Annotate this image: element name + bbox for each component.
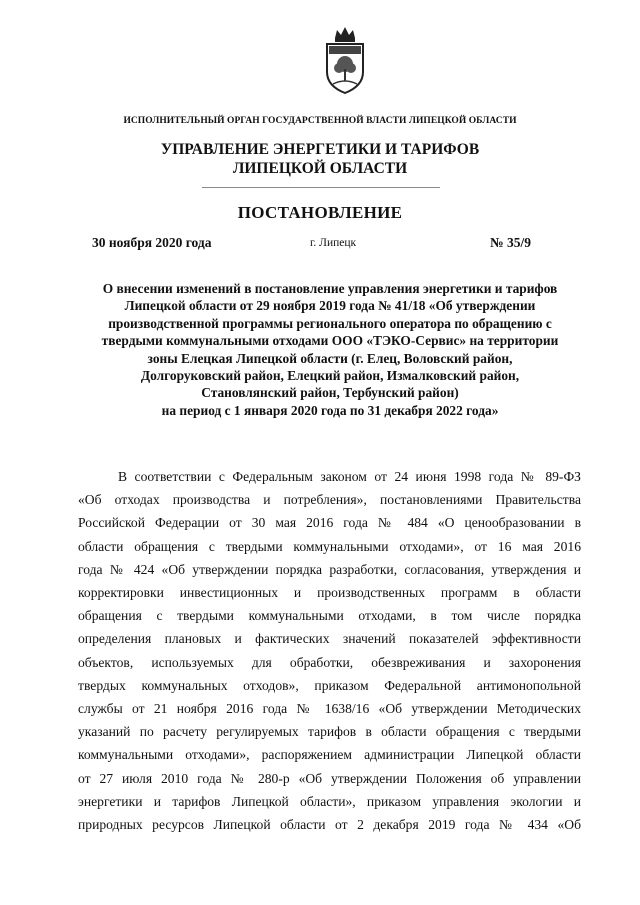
subject-line: Липецкой области от 29 ноября 2019 года № 41/18 «Об утверждении: [124, 298, 536, 314]
subject-line: Становлянский район, Тербунский район): [201, 385, 459, 401]
document-date: 30 ноября 2020 года: [92, 235, 212, 250]
authority-name: ИСПОЛНИТЕЛЬНЫЙ ОРГАН ГОСУДАРСТВЕННОЙ ВЛАСТИ ЛИПЕЦКОЙ ОБЛАСТИ: [123, 116, 517, 126]
body-line: определения плановых и фактических значений показателей эффективности: [78, 631, 581, 647]
subject-line: твердыми коммунальными отходами ООО «ТЭКО-Сервис» на территории: [101, 333, 559, 349]
body-line: года № 424 «Об утверждении порядка разработки, согласования, утверждения и: [78, 561, 581, 577]
body-line: твердых коммунальных отходов», приказом Федеральной антимонопольной: [78, 677, 581, 693]
document-body-paragraph: [78, 465, 581, 836]
organization-name-line: УПРАВЛЕНИЕ ЭНЕРГЕТИКИ И ТАРИФОВ: [160, 141, 480, 158]
body-line: обращения с твердыми коммунальными отходами, в том числе порядка: [78, 608, 581, 624]
body-line: энергетики и тарифов Липецкой области», приказом управления экологии и: [78, 793, 581, 809]
body-line: «Об отходах производства и потребления», постановлениями Правительства: [78, 492, 581, 508]
body-line: службы от 21 ноября 2016 года № 1638/16 «Об утверждении Методических: [78, 701, 581, 717]
document-subject: [80, 280, 580, 419]
body-line: коммунальными отходами», распоряжением администрации Липецкой области: [78, 747, 581, 763]
subject-line: О внесении изменений в постановление управления энергетики и тарифов: [102, 281, 558, 296]
document-city: г. Липецк: [310, 237, 357, 249]
body-line: В соответствии с Федеральным законом от 24 июня 1998 года № 89-ФЗ: [118, 469, 581, 484]
body-line: природных ресурсов Липецкой области от 2 декабря 2019 года № 434 «Об: [78, 817, 581, 833]
body-line: корректировки инвестиционных и производственных программ в области: [78, 585, 581, 601]
lipetsk-oblast-coat-of-arms-icon: [323, 24, 367, 96]
subject-line: на период с 1 января 2020 года по 31 декабря 2022 года»: [161, 402, 499, 418]
subject-line: Долгоруковский район, Елецкий район, Измалковский район,: [140, 368, 520, 384]
body-line: Российской Федерации от 30 мая 2016 года № 484 «О ценообразовании в: [78, 515, 581, 531]
document-type-title: ПОСТАНОВЛЕНИЕ: [237, 203, 403, 222]
subject-line: производственной программы регионального оператора по обращению с: [108, 315, 552, 331]
body-line: от 27 июля 2010 года № 280-р «Об утверждении Положения об управлении: [78, 770, 581, 786]
header-divider: [202, 187, 440, 188]
subject-line: зоны Елецкая Липецкой области (г. Елец, Воловский район,: [147, 350, 513, 366]
body-line: объектов, используемых для обработки, обезвреживания и захоронения: [78, 654, 581, 670]
organization-name-line: ЛИПЕЦКОЙ ОБЛАСТИ: [232, 160, 408, 177]
body-line: указаний по расчету регулируемых тарифов в области обращения с твердыми: [78, 724, 581, 740]
body-line: области обращения с твердыми коммунальными отходами», от 16 мая 2016: [78, 538, 581, 554]
organization-name: [0, 140, 640, 178]
document-number: № 35/9: [490, 235, 531, 250]
